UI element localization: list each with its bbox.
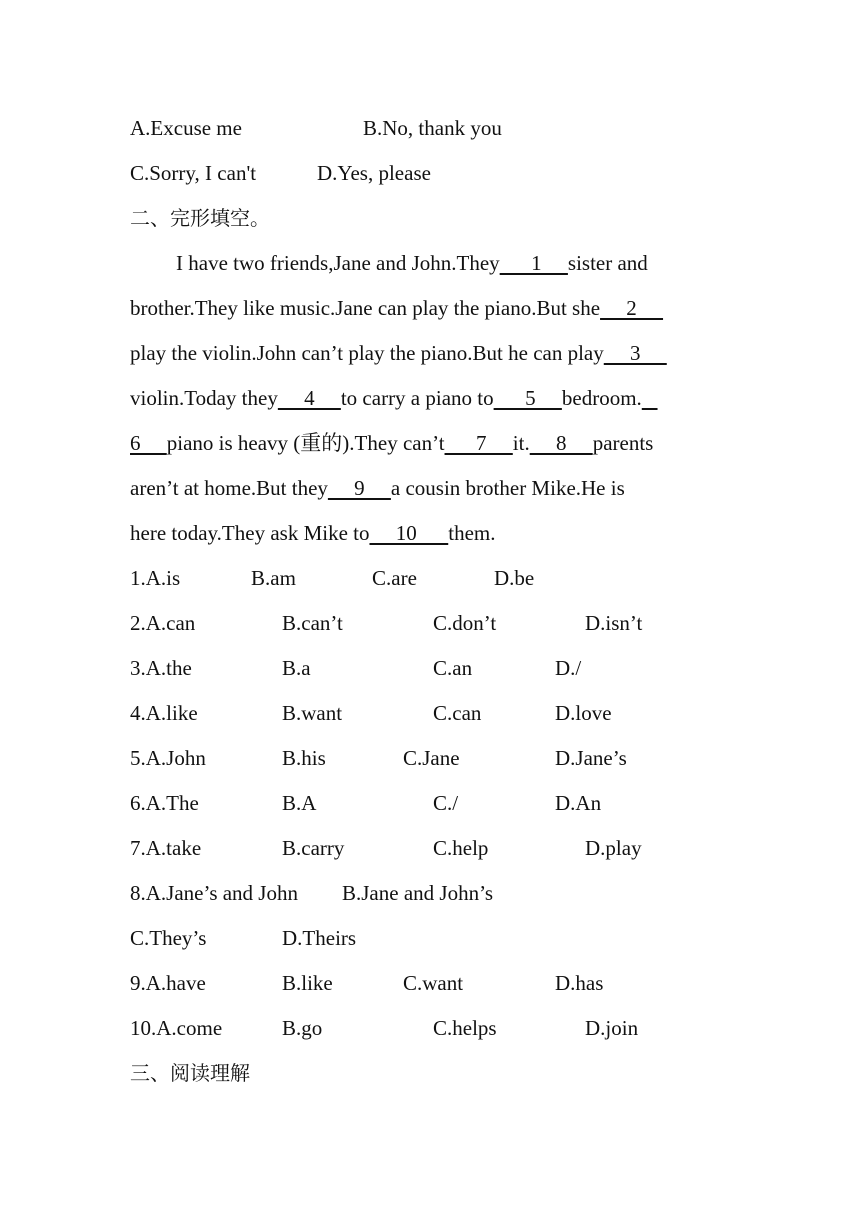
- option-a: 4.A.like: [130, 701, 198, 725]
- blank-2: 2: [600, 296, 664, 320]
- option-b: B.like: [282, 971, 333, 995]
- option-b: B.Jane and John’s: [342, 881, 494, 905]
- option-b: B.can’t: [282, 611, 343, 635]
- option-c: C.don’t: [433, 611, 497, 635]
- blank-5: 5: [493, 386, 562, 410]
- passage-text: here today.They ask Mike to: [130, 521, 370, 545]
- option-b: B.am: [251, 566, 296, 590]
- option-c: C.Sorry, I can't: [130, 161, 257, 185]
- option-c: C.can: [433, 701, 482, 725]
- option-c: C.an: [433, 656, 473, 680]
- passage-line-1: [176, 249, 648, 277]
- passage-text: a cousin brother Mike.He is: [390, 476, 625, 500]
- section-3-title: 三、阅读理解: [130, 1061, 250, 1085]
- option-a: 2.A.can: [130, 611, 196, 635]
- blank-1: 1: [499, 251, 568, 275]
- passage-line-3: [130, 339, 667, 367]
- passage-text: it.: [512, 431, 530, 455]
- option-a: 1.A.is: [130, 566, 181, 590]
- option-d: D.love: [555, 701, 612, 725]
- passage-text: I have two friends,Jane and John.They: [176, 251, 500, 275]
- option-b: B.a: [282, 656, 311, 680]
- passage-line-7: [130, 519, 495, 547]
- option-a: 8.A.Jane’s and John: [130, 881, 298, 905]
- blank-10: 10: [369, 521, 449, 545]
- option-b: B.want: [282, 701, 343, 725]
- option-d: D.Jane’s: [555, 746, 627, 770]
- blank-6: 6: [130, 431, 167, 455]
- option-a: 9.A.have: [130, 971, 206, 995]
- blank-4: 4: [277, 386, 341, 410]
- blank-6-start: [642, 386, 658, 410]
- option-b: B.carry: [282, 836, 345, 860]
- option-b: B.A: [282, 791, 317, 815]
- option-a: 6.A.The: [130, 791, 199, 815]
- option-d: D.play: [585, 836, 642, 860]
- passage-line-4: [130, 384, 658, 412]
- section-2-title: 二、完形填空。: [130, 206, 270, 230]
- option-d: D.An: [555, 791, 602, 815]
- option-a: 5.A.John: [130, 746, 206, 770]
- blank-9: 9: [327, 476, 391, 500]
- passage-line-2: [130, 294, 663, 322]
- option-a: 3.A.the: [130, 656, 192, 680]
- passage-text: sister and: [567, 251, 648, 275]
- option-a: 10.A.come: [130, 1016, 223, 1040]
- option-c: C./: [433, 791, 459, 815]
- option-d: D.be: [494, 566, 535, 590]
- option-b: B.No, thank you: [363, 116, 502, 140]
- option-c: C.helps: [433, 1016, 497, 1040]
- passage-text: bedroom.: [561, 386, 642, 410]
- option-c: C.Jane: [403, 746, 460, 770]
- passage-text: brother.They like music.Jane can play the piano.But she: [130, 296, 601, 320]
- option-d: D.isn’t: [585, 611, 643, 635]
- option-c: C.They’s: [130, 926, 207, 950]
- passage-text: to carry a piano to: [340, 386, 494, 410]
- option-d: D.Theirs: [282, 926, 357, 950]
- passage-text: parents: [592, 431, 654, 455]
- blank-3: 3: [603, 341, 667, 365]
- option-d: D.Yes, please: [317, 161, 431, 185]
- blank-7: 7: [444, 431, 513, 455]
- option-a: 7.A.take: [130, 836, 202, 860]
- passage-text: aren’t at home.But they: [130, 476, 328, 500]
- option-d: D.join: [585, 1016, 639, 1040]
- option-b: B.his: [282, 746, 326, 770]
- passage-line-5: [130, 429, 653, 457]
- passage-text: piano is heavy (重的).They can’t: [166, 431, 445, 455]
- option-c: C.want: [403, 971, 464, 995]
- blank-8: 8: [529, 431, 593, 455]
- option-a: A.Excuse me: [130, 116, 242, 140]
- passage-text: violin.Today they: [130, 386, 278, 410]
- option-c: C.are: [372, 566, 417, 590]
- option-b: B.go: [282, 1016, 323, 1040]
- option-c: C.help: [433, 836, 489, 860]
- option-d: D.has: [555, 971, 604, 995]
- option-d: D./: [555, 656, 582, 680]
- passage-text: them.: [448, 521, 496, 545]
- passage-text: play the violin.John can’t play the piano.But he can play: [130, 341, 604, 365]
- passage-line-6: [130, 474, 625, 502]
